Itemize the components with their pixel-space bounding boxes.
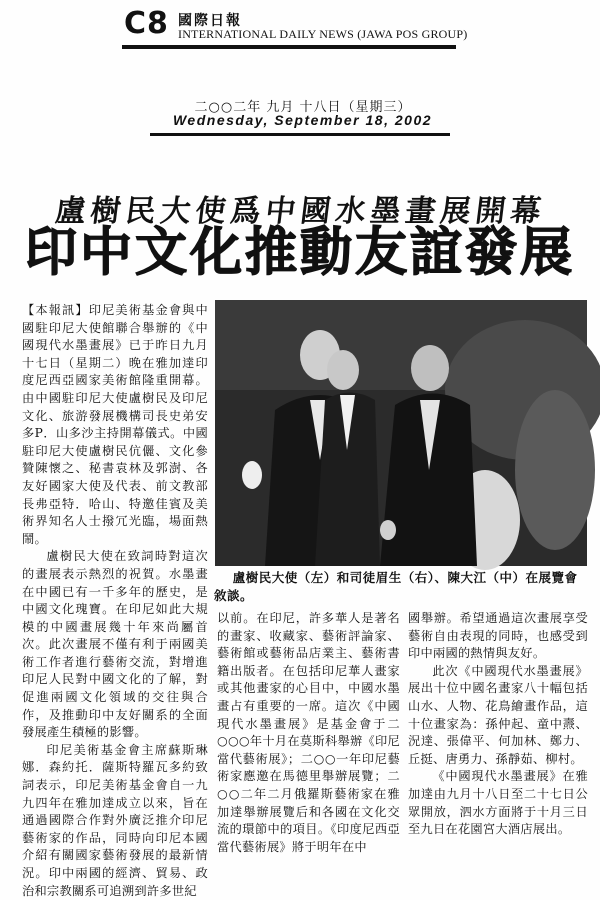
sub-headline: 盧樹民大使爲中國水墨畫展開幕 <box>53 194 548 229</box>
article-paragraph: 《中國現代水墨畫展》在雅加達由九月十八日至二十七日公眾開放，泗水方面將于十月三日至九日在花園宮大酒店展出。 <box>408 769 588 837</box>
photo-caption: 盧樹民大使（左）和司徒眉生（右）、陳大江（中）在展覽會敘談。 <box>214 570 578 603</box>
article-column-3 <box>408 610 588 837</box>
date-english: Wednesday, September 18, 2002 <box>172 112 433 128</box>
article-paragraph: 盧樹民大使在致詞時對這次的畫展表示熱烈的祝賀。水墨畫在中國已有一千多年的歷史，是中國文化瑰寶。在印尼如此大規模的中國畫展幾十年來尚屬首次。此次畫展不僅有利于兩國美術工作者進行藝術交流，對增進印尼人民對中國文化的了解，對促進兩國文化領域的交往與合作，及推動印中友好關系的全面發展產生積極的影響。 <box>22 549 208 740</box>
masthead-rule <box>122 45 456 49</box>
photo-illustration <box>215 300 587 566</box>
article-paragraph: 【本報訊】印尼美術基金會與中國駐印尼大使館聯合舉辦的《中國現代水墨畫展》已于昨日九月十七日（星期二）晚在雅加達印度尼西亞國家美術館隆重開幕。由中國駐印尼大使盧樹民及印尼文化、旅游發展機構司長史弟安多P．山多沙主持開幕儀式。中國駐印尼大使盧樹民伉儷、文化參贊陳懷之、秘書袁林及郭澍、各友好國家大使及代表、前文教部長弗亞特．哈山、特邀佳賓及美術界知名人士撥冗光臨，場面熱鬧。 <box>22 303 208 546</box>
article-paragraph: 以前。在印尼，許多華人是著名的畫家、收藏家、藝術評論家、藝術館或藝術品店業主、藝術書籍出版者。在包括印尼華人畫家或其他畫家的心目中，中國水墨畫占有重要的一席。這次《中國現代水墨畫展》是基金會于二○○○年十月在莫斯科舉辦《印尼當代藝術展》；二○○一年印尼藝術家應邀在馬德里舉辦展覽；二○○二年二月俄羅斯藝術家在雅加達舉辦展覽后和各國在文化交流的環節中的項目。《印度尼西亞當代藝術展》將于明年在中 <box>217 611 400 854</box>
article-paragraph: 國舉辦。希望通過這次畫展享受藝術自由表現的同時，也感受到印中兩國的熱情與友好。 <box>408 611 588 661</box>
date-chinese: 二○○二年 九月 十八日（星期三） <box>194 100 412 115</box>
page-number: C8 <box>124 6 169 41</box>
article-column-1 <box>22 302 208 898</box>
main-headline: 印中文化推動友誼發展 <box>24 222 575 283</box>
article-column-2 <box>217 610 400 854</box>
date-rule <box>150 133 450 136</box>
news-photo <box>215 300 587 566</box>
article-paragraph: 印尼美術基金會主席蘇斯琳娜．森約托．薩斯特羅瓦多約致詞表示，印尼美術基金會自一九九四年在雅加達成立以來，旨在通過國際合作對外廣泛推介印尼藝術家的作品，同時向印尼本國介紹有關國家藝術發展的最新情況。印中兩國的經濟、貿易、政治和宗教關系可追溯到許多世紀 <box>22 742 208 898</box>
newspaper-name-english: INTERNATIONAL DAILY NEWS (JAWA POS GROUP) <box>178 27 468 41</box>
article-paragraph: 此次《中國現代水墨畫展》展出十位中國名畫家八十幅包括山水、人物、花鳥繪畫作品，這十位畫家為：孫仲起、童中燾、況達、張偉平、何加林、鄭力、丘挺、唐勇力、孫靜茹、柳村。 <box>408 663 588 766</box>
newspaper-name-chinese: 國際日報 <box>178 13 242 29</box>
